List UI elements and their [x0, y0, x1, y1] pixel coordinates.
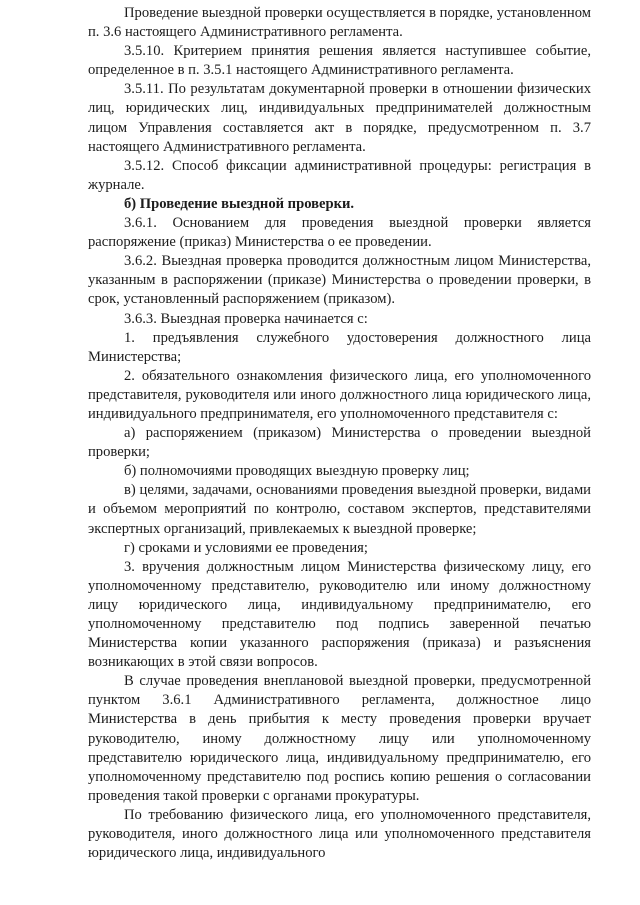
- section-heading-vyezdnaya: б) Проведение выездной проверки.: [124, 195, 355, 212]
- paragraph-po-trebovaniyu: По требованию физического лица, его уполномоченного представителя, руководителя, иного должностного лица или уполномоченного представителя юридического лица, индивидуального: [88, 806, 591, 862]
- paragraph-3-6-3: 3.6.3. Выездная проверка начинается с:: [124, 310, 368, 327]
- paragraph-vyezdnaya-poryadok: Проведение выездной проверки осуществляется в порядке, установленном п. 3.6 настоящего Административного регламента.: [88, 5, 591, 41]
- list-item-g: г) сроками и условиями ее проведения;: [124, 539, 368, 556]
- list-item-1: 1. предъявления служебного удостоверения должностного лица Министерства;: [88, 329, 591, 365]
- list-item-b: б) полномочиями проводящих выездную проверку лиц;: [124, 463, 470, 480]
- document-page: [88, 4, 591, 863]
- list-item-2: 2. обязательного ознакомления физического лица, его уполномоченного представителя, руководителя или иного должностного лица юридического лица, индивидуального предпринимателя, его уполномоченного представителя с:: [88, 367, 591, 422]
- paragraph-3-6-1: 3.6.1. Основанием для проведения выездной проверки является распоряжение (приказ) Министерства о ее проведении.: [88, 215, 591, 251]
- list-item-v: в) целями, задачами, основаниями проведения выездной проверки, видами и объемом мероприятий по контролю, составом экспертов, представителями экспертных организаций, привлекаемых к выездной проверке;: [88, 482, 591, 537]
- paragraph-3-5-12: 3.5.12. Способ фиксации административной процедуры: регистрация в журнале.: [88, 157, 591, 193]
- paragraph-3-6-2: 3.6.2. Выездная проверка проводится должностным лицом Министерства, указанным в распоряжении (приказе) Министерства о проведении проверки, в срок, установленный распоряжением (приказом).: [88, 253, 591, 308]
- paragraph-3-5-10: 3.5.10. Критерием принятия решения является наступившее событие, определенное в п. 3.5.1 настоящего Административного регламента.: [88, 43, 591, 79]
- list-item-a: а) распоряжением (приказом) Министерства о проведении выездной проверки;: [88, 425, 591, 461]
- list-item-3: 3. вручения должностным лицом Министерства физическому лицу, его уполномоченному представителю, руководителю или иному должностному лицу юридического лица, индивидуальному предпринимателю, его уполномоченному представителю под подпись заверенной печатью Министерства копии указанного распоряжения (приказа) и разъяснения возникающих в этой связи вопросов.: [88, 558, 591, 671]
- paragraph-vneplanovaya: В случае проведения внеплановой выездной проверки, предусмотренной пунктом 3.6.1 Административного регламента, должностное лицо Министерства в день прибытия к месту проведения проверки вручает руководителю, иному должностному лицу или уполномоченному представителю юридического лица, индивидуальному предпринимателю, его уполномоченному представителю под роспись копию решения о согласовании проведения такой проверки с органами прокуратуры.: [88, 673, 591, 804]
- paragraph-3-5-11: 3.5.11. По результатам документарной проверки в отношении физических лиц, юридических лиц, индивидуальных предпринимателей должностным лицом Управления составляется акт в порядке, предусмотренном п. 3.7 настоящего Административного регламента.: [88, 81, 591, 155]
